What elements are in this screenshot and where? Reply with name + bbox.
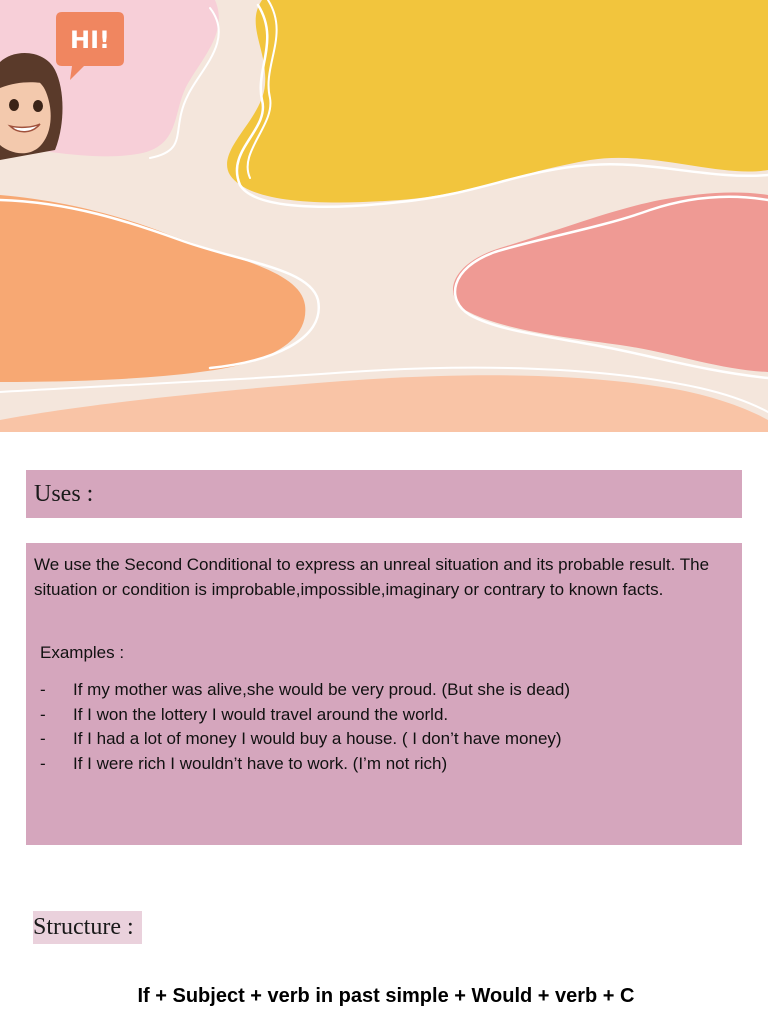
list-item	[40, 678, 570, 703]
list-item	[40, 727, 570, 752]
list-item	[40, 703, 570, 728]
decorative-banner	[0, 0, 768, 432]
bullet-dash: -	[40, 729, 46, 748]
speech-bubble-text: HI!	[70, 26, 110, 54]
list-item	[40, 752, 570, 777]
example-text: If I had a lot of money I would buy a house. ( I don’t have money)	[73, 729, 562, 748]
structure-heading: Structure :	[33, 911, 142, 944]
uses-heading: Uses :	[34, 481, 94, 507]
avatar	[0, 53, 63, 160]
bullet-dash: -	[40, 680, 46, 699]
example-text: If I won the lottery I would travel around the world.	[73, 704, 449, 724]
examples-heading: Examples :	[40, 643, 125, 662]
example-text: If I were rich I wouldn’t have to work. (I’m not rich)	[73, 753, 448, 773]
structure-formula: If + Subject + verb in past simple + Would + verb + C	[137, 985, 635, 1007]
examples-list	[40, 678, 570, 776]
bullet-dash: -	[40, 753, 46, 773]
uses-section	[26, 470, 742, 518]
description-text: We use the Second Conditional to express an unreal situation and its probable result. The situation or condition is improbable,impossible,imaginary or contrary to known facts.	[34, 555, 710, 599]
bullet-dash: -	[40, 704, 46, 724]
uses-content-section	[26, 543, 742, 845]
example-text: If my mother was alive,she would be very proud. (But she is dead)	[73, 680, 571, 699]
banner-artwork	[0, 0, 768, 432]
